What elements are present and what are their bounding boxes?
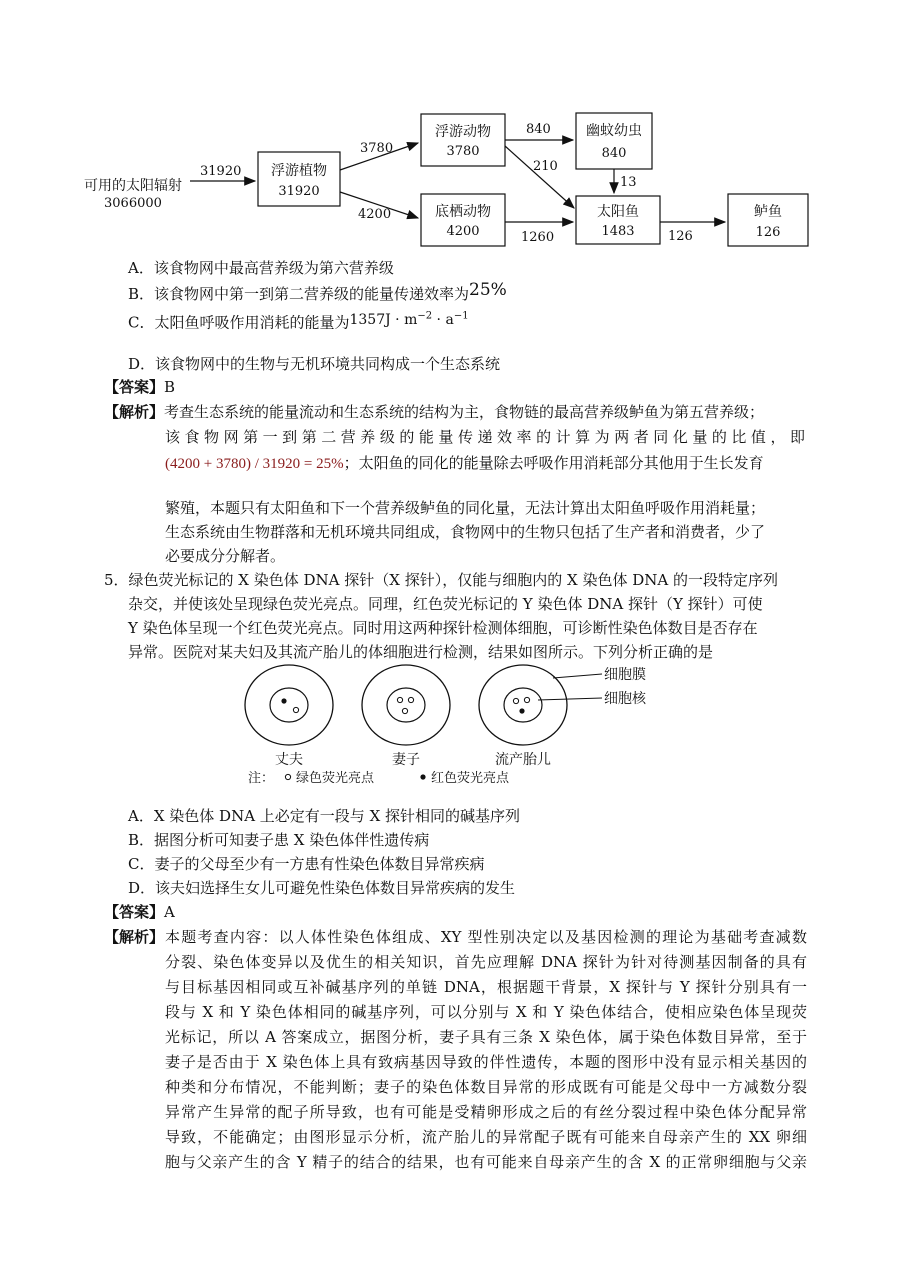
edge-label-animal-sunfish: 210 [533,159,558,174]
q5-analysis-line: 妻子是否由于 X 染色体上具有致病基因导致的伴性遗传，本题的图形中没有显示相关基因的 [165,1053,807,1071]
q5-analysis-line: 导致，不能确定；由图形显示分析，流产胎儿的异常配子既有可能来自母亲产生的 XX 卵细 [165,1128,807,1146]
cell-wife [362,665,450,745]
edge-label-larva-sunfish: 13 [620,175,637,190]
node-plant-value: 31920 [278,184,320,199]
q4-option-b-text: B．该食物网中第一到第二营养级的能量传递效率为 [128,285,470,303]
q5-answer-label: 【答案】 [104,903,165,921]
source-value: 3066000 [104,196,162,211]
node-zooplankton-name: 浮游动物 [435,124,491,140]
q5-stem-line-2: 杂交，并使该处呈现绿色荧光亮点。同理，红色荧光标记的 Y 染色体 DNA 探针（Y 探针）可使 [128,595,763,613]
legend-green-label: 绿色荧光亮点 [296,771,375,786]
q4-analysis-formula: (4200 + 3780) / 31920 = 25% [165,456,344,472]
q4-answer-label: 【答案】 [104,378,165,396]
cell-fetus [479,665,567,745]
node-sunfish-name: 太阳鱼 [597,204,639,220]
q5-analysis-line: 异常产生异常的配子所导致，也有可能是受精卵形成之后的有丝分裂过程中染色体分配异常 [165,1103,807,1121]
q4-option-b [128,280,507,305]
q5-option-a: A．X 染色体 DNA 上必定有一段与 X 探针相同的碱基序列 [128,807,521,825]
legend-prefix: 注： [248,771,275,786]
q5-stem-line-1: 5．绿色荧光标记的 X 染色体 DNA 探针（X 探针），仅能与细胞内的 X 染色体 DNA 的一段特定序列 [104,571,778,589]
red-dot [281,698,286,703]
q4-analysis-line-2: 该食物网第一到第二营养级的能量传递效率的计算为两者同化量的比值，即 [165,428,805,446]
node-larva-value: 840 [601,146,627,161]
q5-analysis-line: 胞与父亲产生的含 Y 精子的结合的结果，也有可能来自母亲产生的含 X 的正常卵细胞与父亲 [165,1153,807,1171]
label-cell-membrane: 细胞膜 [604,667,646,683]
q4-analysis-label: 【解析】 [104,403,165,421]
q4-option-a: A．该食物网中最高营养级为第六营养级 [128,259,394,277]
q5-stem-line-4: 异常。医院对某夫妇及其流产胎儿的体细胞进行检测，结果如图所示。下列分析正确的是 [128,643,714,661]
q4-option-c-value-mid: · a [432,311,454,328]
cell-figure [0,660,909,790]
q4-option-b-value: 25% [469,280,507,300]
q5-analysis-label: 【解析】 [104,928,165,946]
q5-answer [104,901,175,923]
food-web-diagram [0,0,909,260]
green-dot [402,708,407,713]
edge-label-plant-animal: 3780 [360,141,394,156]
edge-label-sunfish-perch: 126 [668,229,693,244]
q4-analysis-line-4: 繁殖，本题只有太阳鱼和下一个营养级鲈鱼的同化量，无法计算出太阳鱼呼吸作用消耗量； [165,499,766,517]
q5-analysis-line: 段与 X 和 Y 染色体相同的碱基序列，可以分别与 X 和 Y 染色体结合，使相应染色体呈现荧 [165,1003,807,1021]
q5-analysis-line: 分裂、染色体变异以及优生的相关知识，首先应理解 DNA 探针为针对待测基因制备的具有 [165,953,807,971]
legend-green-dot [285,774,290,779]
q4-answer-value: B [164,378,176,396]
node-perch-name: 鲈鱼 [754,204,782,220]
q4-analysis-line-6: 必要成分分解者。 [165,547,286,565]
legend-red-dot [420,774,425,779]
green-dot [397,697,402,702]
q4-option-c-text: C．太阳鱼呼吸作用消耗的能量为 [128,313,350,332]
cell-wife-label: 妻子 [392,752,420,768]
q5-stem-line-3: Y 染色体呈现一个红色荧光亮点。同时用这两种探针检测体细胞，可诊断性染色体数目是否存在 [128,619,758,637]
q4-option-d: D．该食物网中的生物与无机环境共同构成一个生态系统 [128,355,501,373]
green-dot [293,707,298,712]
cell-husband [245,665,333,745]
q5-analysis-line: 种类和分布情况，不能判断；妻子的染色体数目异常的形成既有可能是父母中一方减数分裂 [165,1078,807,1096]
q4-analysis-line-1 [104,401,764,423]
q5-answer-value: A [164,903,175,921]
q4-analysis-text-3: ；太阳鱼的同化的能量除去呼吸作用消耗部分其他用于生长发育 [343,454,764,472]
node-zooplankton-value: 3780 [446,144,480,159]
green-dot [524,697,529,702]
q5-option-b: B．据图分析可知妻子患 X 染色体伴性遗传病 [128,831,430,849]
q4-option-c-value-main: 1357J · m [349,311,418,328]
q4-option-c [128,309,469,335]
source-label: 可用的太阳辐射 [84,178,182,194]
edge-label-animal-larva: 840 [526,122,551,137]
green-dot [408,697,413,702]
edge-label-benthic-sunfish: 1260 [521,230,555,245]
label-cell-nucleus: 细胞核 [604,691,646,707]
cell-fetus-label: 流产胎儿 [495,752,551,768]
green-dot [513,698,518,703]
q4-option-c-exp2: −1 [453,310,469,321]
q4-analysis-text-1: 考查生态系统的能量流动和生态系统的结构为主，食物链的最高营养级鲈鱼为第五营养级； [164,403,765,421]
node-perch-value: 126 [755,225,781,240]
node-plant-name: 浮游植物 [271,163,327,179]
legend-red-label: 红色荧光亮点 [431,771,510,786]
q5-analysis-line: 与目标基因相同或互补碱基序列的单链 DNA，根据题干背景，X 探针与 Y 探针分别具有一 [165,978,807,996]
q5-option-c: C．妻子的父母至少有一方患有性染色体数目异常疾病 [128,855,485,873]
q4-option-c-exp1: −2 [417,310,433,321]
q4-answer [104,376,175,398]
q4-option-c-value [349,312,468,328]
q5-analysis-line: 光标记，所以 A 答案成立，据图分析，妻子具有三条 X 染色体，属于染色体数目异常，至于 [165,1028,807,1046]
q4-analysis-line-5: 生态系统由生物群落和无机环境共同组成，食物网中的生物只包括了生产者和消费者，少了 [165,523,766,541]
node-benthic-value: 4200 [446,224,480,239]
edge-label-source-plant: 31920 [200,164,242,179]
edge-label-plant-benthic: 4200 [358,207,392,222]
q4-analysis-line-3 [165,452,764,475]
red-dot [519,708,524,713]
q5-option-d: D．该夫妇选择生女儿可避免性染色体数目异常疾病的发生 [128,879,516,897]
cell-husband-label: 丈夫 [275,752,303,768]
node-benthic-name: 底栖动物 [435,204,491,220]
node-sunfish-value: 1483 [601,224,635,239]
node-larva-name: 幽蚊幼虫 [586,123,642,139]
q5-analysis-line: 本题考查内容：以人体性染色体组成、XY 型性别决定以及基因检测的理论为基础考查减数 [165,928,807,946]
